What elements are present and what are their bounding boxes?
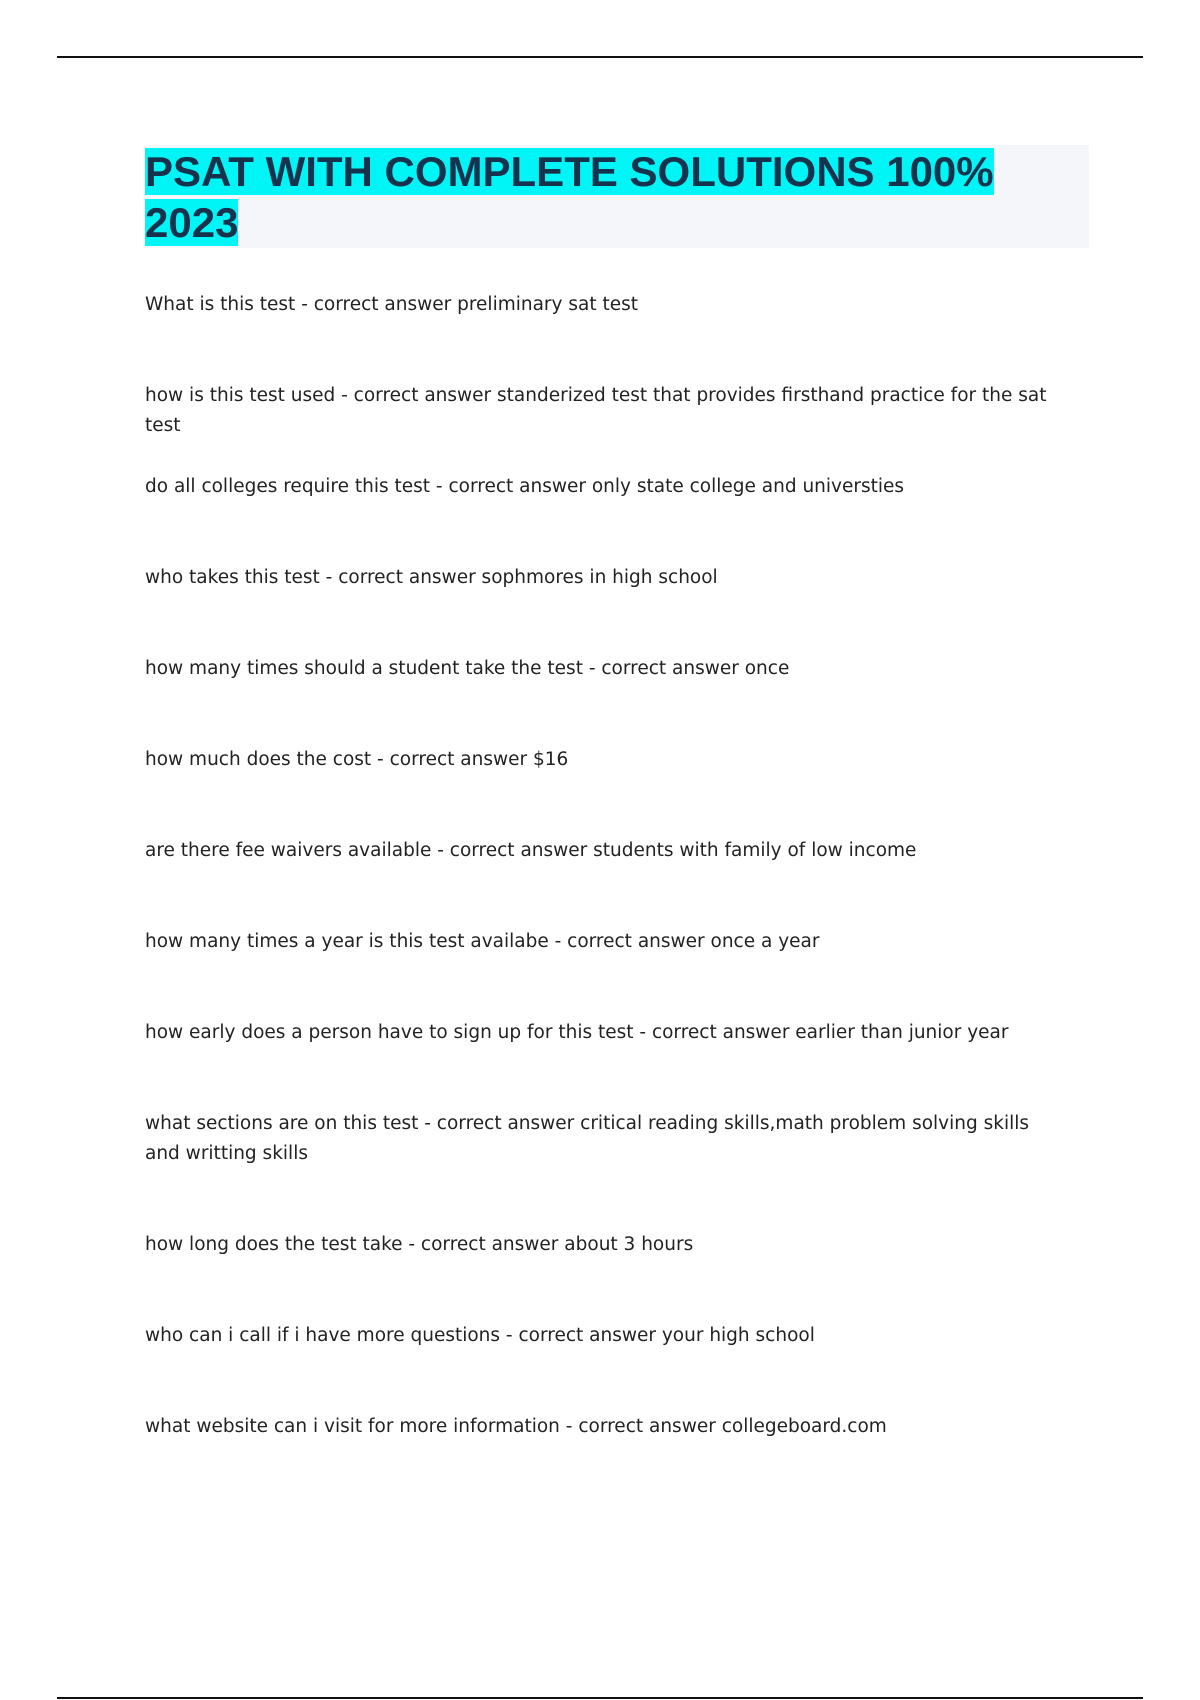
qa-item: how long does the test take - correct answer about 3 hours <box>145 1234 694 1255</box>
title-line-1: PSAT WITH COMPLETE SOLUTIONS 100% <box>145 148 994 195</box>
qa-item: what website can i visit for more information - correct answer collegeboard.com <box>145 1416 887 1437</box>
qa-item: how is this test used - correct answer standerized test that provides firsthand practice for the sat test <box>145 385 1047 436</box>
bottom-divider <box>57 1697 1143 1699</box>
qa-item: who can i call if i have more questions - correct answer your high school <box>145 1325 815 1346</box>
qa-item: how many times should a student take the test - correct answer once <box>145 658 790 679</box>
qa-item: how many times a year is this test availabe - correct answer once a year <box>145 931 820 952</box>
title-line-2: 2023 <box>145 199 239 246</box>
qa-item: how early does a person have to sign up for this test - correct answer earlier than junior year <box>145 1022 1009 1043</box>
qa-item: are there fee waivers available - correct answer students with family of low income <box>145 840 917 861</box>
title-block <box>145 145 1089 248</box>
document-title <box>145 145 1089 248</box>
qa-item: who takes this test - correct answer sophmores in high school <box>145 567 718 588</box>
qa-item: do all colleges require this test - correct answer only state college and universties <box>145 476 905 497</box>
qa-item: how much does the cost - correct answer $16 <box>145 749 569 770</box>
top-divider <box>57 56 1143 58</box>
qa-item: what sections are on this test - correct answer critical reading skills,math problem solving skills and writting skills <box>145 1113 1030 1164</box>
qa-item: What is this test - correct answer preliminary sat test <box>145 294 639 315</box>
